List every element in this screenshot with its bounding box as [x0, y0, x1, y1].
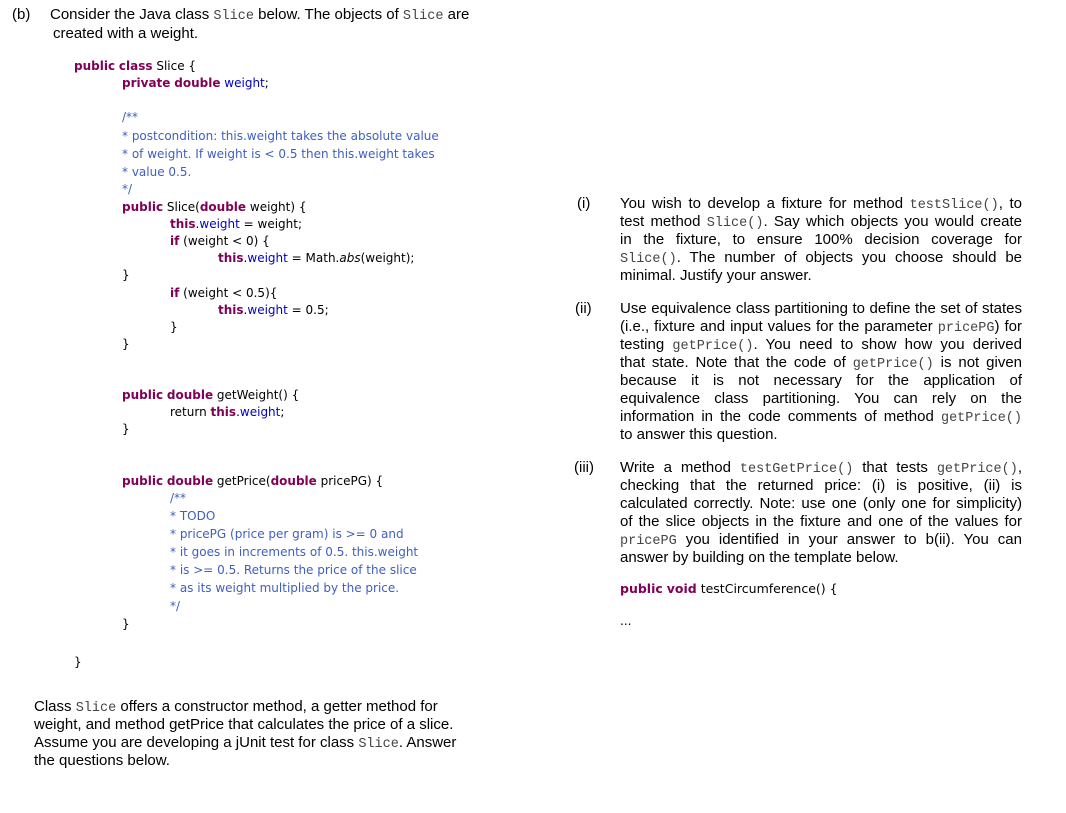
code-javadoc-line: * TODO — [170, 509, 216, 523]
code-javadoc-line: * as its weight multiplied by the price. — [170, 581, 400, 595]
code-brace: } — [170, 320, 178, 334]
paragraph-line: the questions below. — [34, 752, 170, 769]
question-b-text-line1: Consider the Java class Slice below. The objects of Slice are — [50, 6, 470, 24]
question-b-label: (b) — [12, 6, 31, 23]
code-line-getprice: public double getPrice(double pricePG) { — [122, 474, 384, 488]
part-ii-line: equivalence class partitioning. You can rely on the — [620, 390, 1022, 407]
part-ii-line: testing getPrice(). You need to show how you derived — [620, 336, 1022, 354]
paragraph-line: weight, and method getPrice that calculates the price of a slice. — [34, 716, 454, 733]
template-ellipsis: ... — [620, 614, 632, 628]
part-ii-label: (ii) — [575, 300, 592, 317]
code-brace: } — [74, 655, 82, 669]
part-iii-line: checking that the returned price: (i) is positive, (ii) is — [620, 477, 1022, 494]
code-javadoc-line: * postcondition: this.weight takes the absolute value — [122, 129, 439, 143]
code-javadoc-open: /** — [122, 110, 139, 124]
code-line-assign-half: this.weight = 0.5; — [218, 303, 329, 317]
part-iii-line: pricePG you identified in your answer to b(ii). You can — [620, 531, 1022, 549]
part-i-label: (i) — [577, 195, 591, 212]
part-ii-line: because it is not necessary for the application of — [620, 372, 1022, 389]
part-ii-line: that state. Note that the code of getPrice() is not given — [620, 354, 1023, 372]
code-brace: } — [122, 268, 130, 282]
code-javadoc-line: * of weight. If weight is < 0.5 then this.weight takes — [122, 147, 435, 161]
code-line-getweight: public double getWeight() { — [122, 388, 300, 402]
part-iii-line: answer by building on the template below. — [620, 549, 899, 566]
part-iii-line: of the slice objects in the fixture and one of the values for — [620, 513, 1022, 530]
code-javadoc-line: * is >= 0.5. Returns the price of the slice — [170, 563, 417, 577]
code-javadoc-close: */ — [170, 599, 181, 613]
code-brace: } — [122, 422, 130, 436]
code-line-if-negative: if (weight < 0) { — [170, 234, 270, 248]
part-iii-line: Write a method testGetPrice() that tests getPrice(), — [620, 459, 1022, 477]
question-b-text-line2: created with a weight. — [53, 25, 199, 42]
code-line-return: return this.weight; — [170, 405, 285, 419]
part-i-line: Slice(). The number of objects you choose should be — [620, 249, 1022, 267]
part-iii-line: calculated correctly. Note: use one (only one for simplicity) — [620, 495, 1022, 512]
part-ii-line: Use equivalence class partitioning to define the set of states — [620, 300, 1022, 317]
part-i-line: minimal. Justify your answer. — [620, 267, 812, 284]
code-line-field: private double weight; — [122, 76, 269, 90]
code-line-constructor: public Slice(double weight) { — [122, 200, 307, 214]
code-javadoc-line: * pricePG (price per gram) is >= 0 and — [170, 527, 404, 541]
part-ii-line: information in the code comments of method getPrice() — [620, 408, 1022, 426]
part-ii-line: (i.e., fixture and input values for the parameter pricePG) for — [620, 318, 1022, 336]
code-brace: } — [122, 337, 130, 351]
code-line-abs: this.weight = Math.abs(weight); — [218, 251, 415, 265]
code-line-class-decl: public class Slice { — [74, 59, 197, 73]
code-brace: } — [122, 617, 130, 631]
code-javadoc-open: /** — [170, 491, 187, 505]
template-method-signature: public void testCircumference() { — [620, 581, 838, 596]
code-javadoc-line: * it goes in increments of 0.5. this.weight — [170, 545, 419, 559]
part-iii-label: (iii) — [574, 459, 594, 476]
part-i-line: in the fixture, to ensure 100% decision coverage for — [620, 231, 1022, 248]
part-i-line: You wish to develop a fixture for method testSlice(), to — [620, 195, 1022, 213]
part-i-line: test method Slice(). Say which objects you would create — [620, 213, 1023, 231]
paragraph-line: Assume you are developing a jUnit test for class Slice. Answer — [34, 734, 457, 752]
code-javadoc-close: */ — [122, 182, 133, 196]
code-line-assign: this.weight = weight; — [170, 217, 303, 231]
code-line-if-half: if (weight < 0.5){ — [170, 286, 278, 300]
code-javadoc-line: * value 0.5. — [122, 165, 192, 179]
paragraph-line: Class Slice offers a constructor method, a getter method for — [34, 698, 438, 716]
part-ii-line: to answer this question. — [620, 426, 778, 443]
